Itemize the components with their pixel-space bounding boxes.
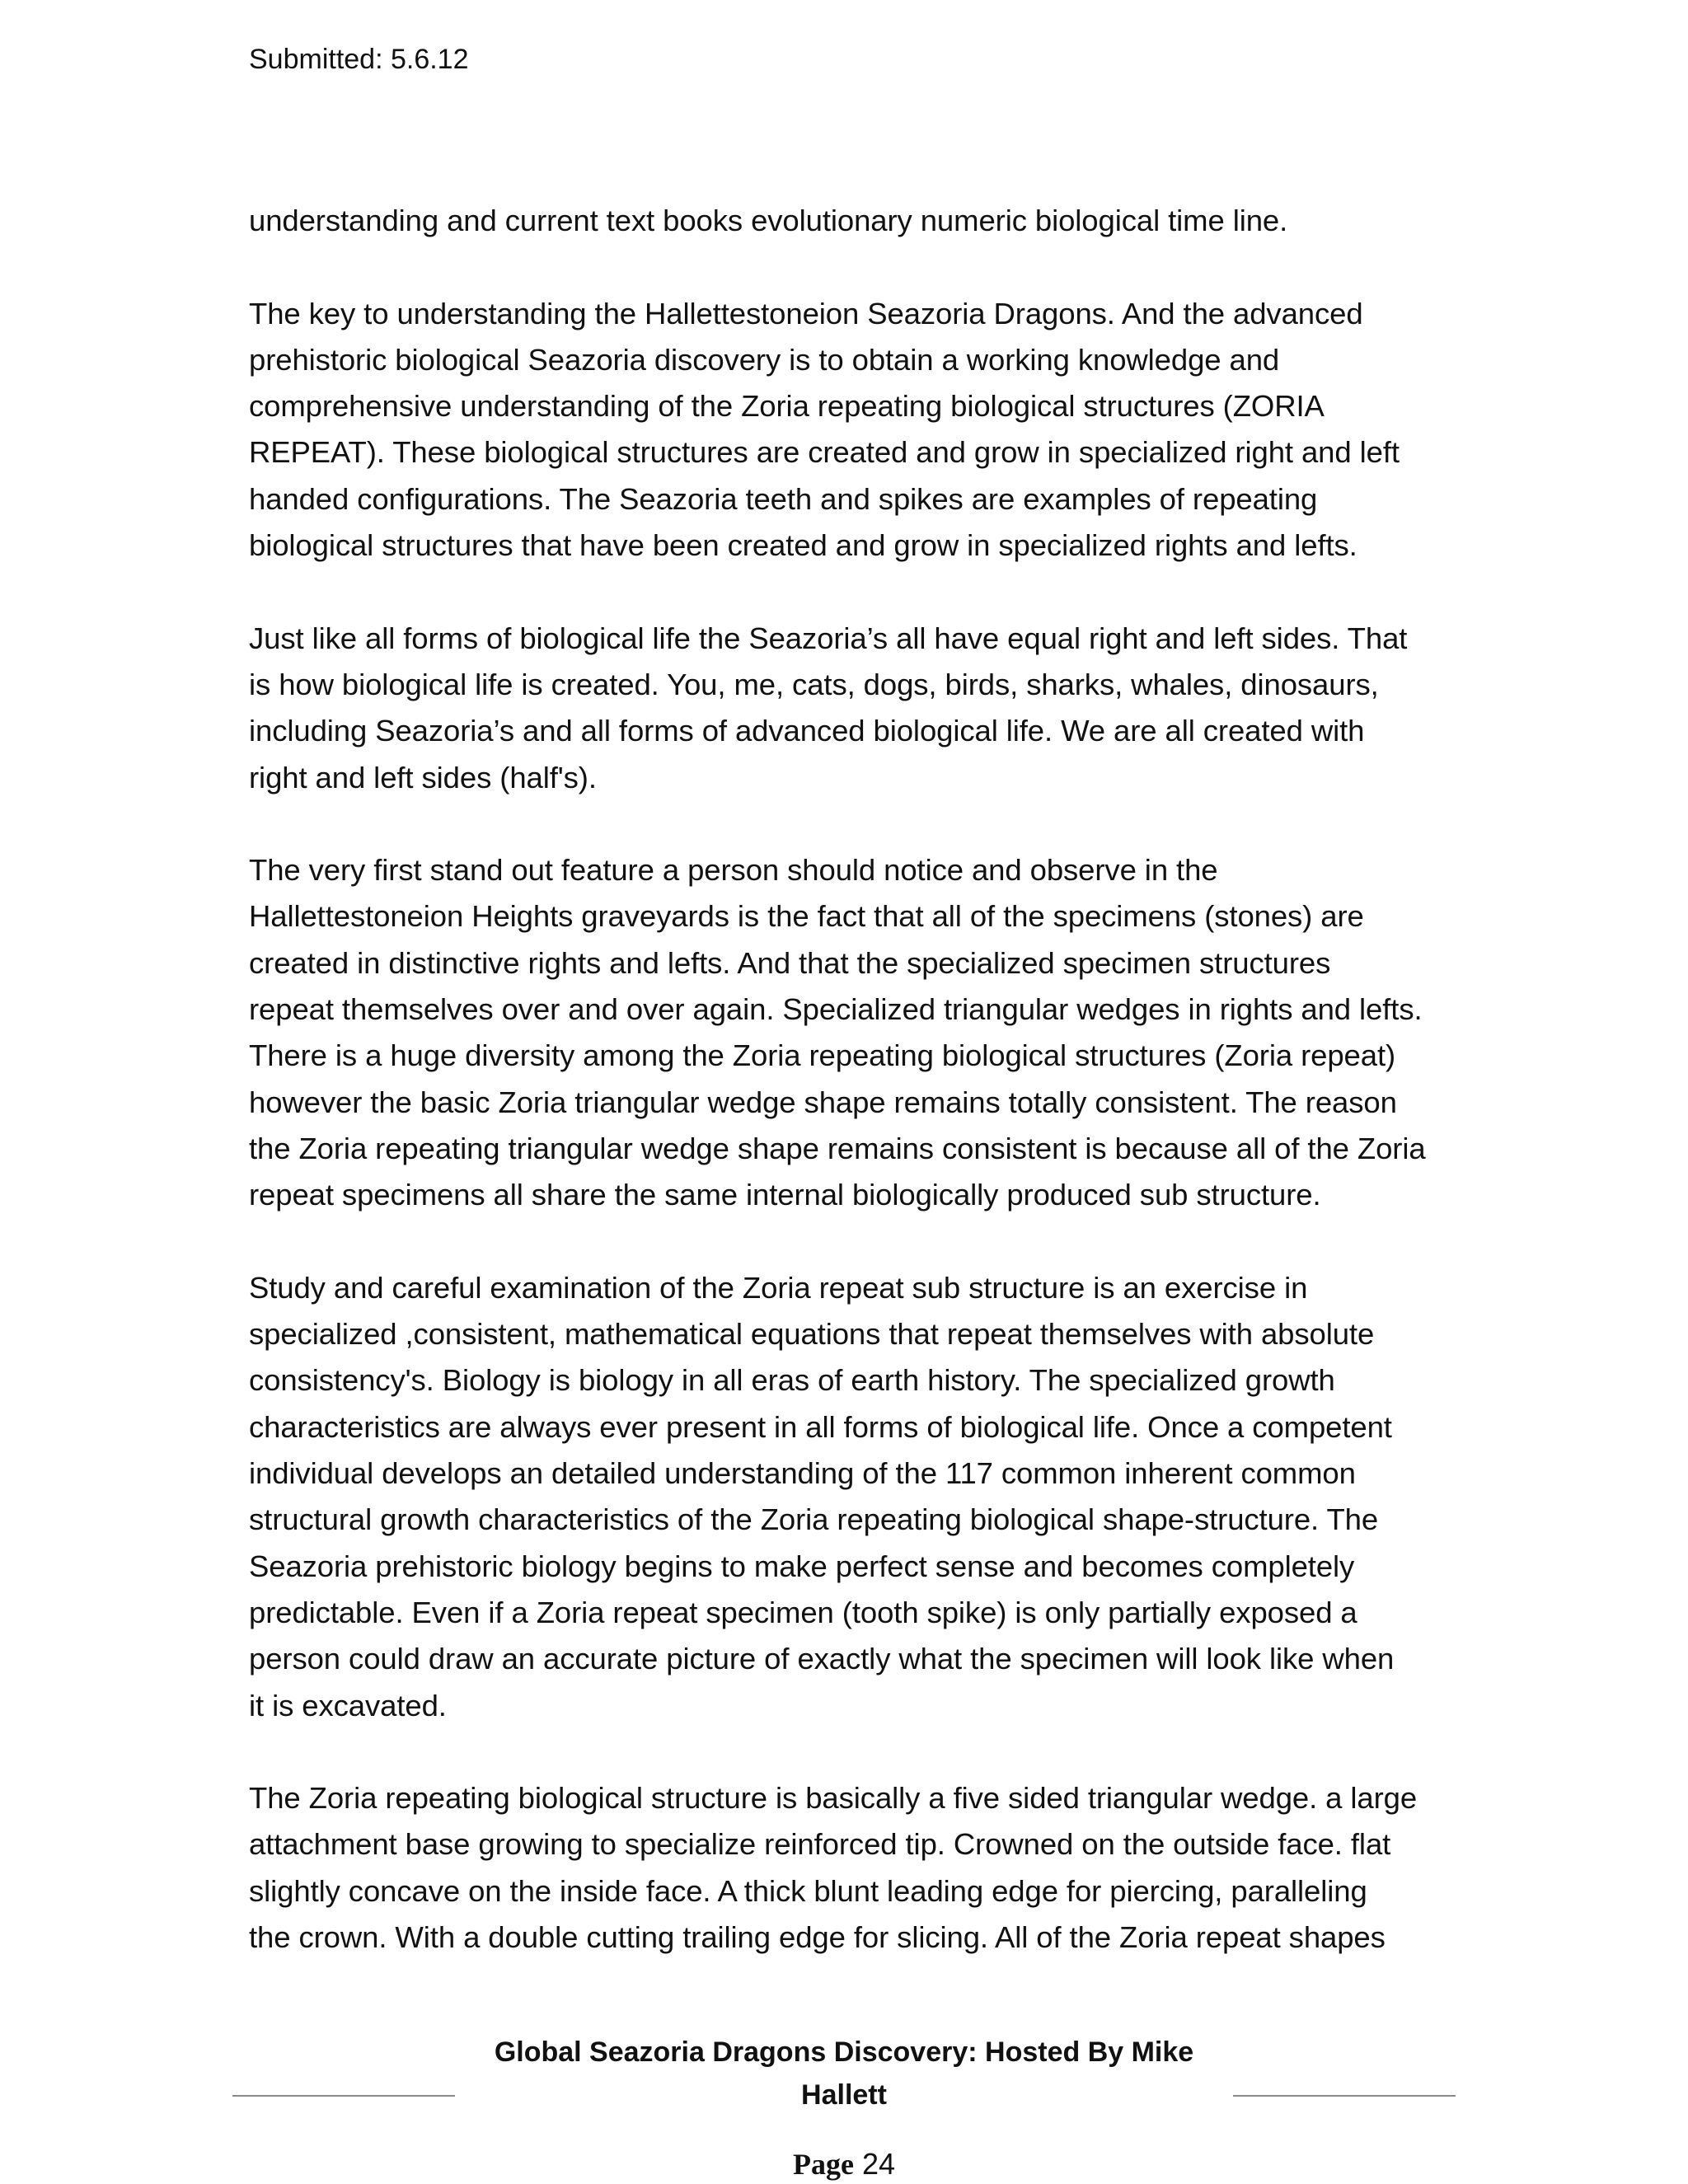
- text-line: Just like all forms of biological life the Seazoria’s all have equal right and left sides. That: [249, 621, 1408, 655]
- text-line: understanding and current text books evolutionary numeric biological time line.: [249, 204, 1288, 237]
- text-line: biological structures that have been created and grow in specialized rights and lefts.: [249, 528, 1357, 563]
- text-line: predictable. Even if a Zoria repeat specimen (tooth spike) is only partially exposed a: [249, 1595, 1357, 1629]
- footer-title-line: Global Seazoria Dragons Discovery: Hosted By Mike: [494, 2036, 1194, 2068]
- paragraph-1: [249, 198, 1452, 244]
- text-line: however the basic Zoria triangular wedge shape remains totally consistent. The reason: [249, 1085, 1397, 1119]
- paragraph-3: [249, 616, 1452, 801]
- footer-divider-right: [1233, 2095, 1456, 2097]
- text-line: characteristics are always ever present in all forms of biological life. Once a competent: [249, 1409, 1392, 1444]
- paragraph-4: [249, 847, 1452, 1218]
- text-line: including Seazoria’s and all forms of advanced biological life. We are all created with: [249, 714, 1365, 748]
- text-line: right and left sides (half's).: [249, 760, 597, 794]
- page-number-value: 24: [861, 2147, 896, 2181]
- text-line: repeat themselves over and over again. Specialized triangular wedges in rights and lefts.: [249, 992, 1423, 1027]
- text-line: Seazoria prehistoric biology begins to make perfect sense and becomes completely: [249, 1549, 1355, 1583]
- text-line: specialized ,consistent, mathematical equations that repeat themselves with absolute: [249, 1317, 1375, 1352]
- text-line: Hallettestoneion Heights graveyards is the fact that all of the specimens (stones) are: [249, 899, 1364, 934]
- text-line: comprehensive understanding of the Zoria repeating biological structures (ZORIA: [249, 389, 1325, 424]
- text-line: prehistoric biological Seazoria discovery is to obtain a working knowledge and: [249, 342, 1280, 377]
- submitted-date: Submitted: 5.6.12: [249, 44, 469, 75]
- text-line: structural growth characteristics of the Zoria repeating biological shape-structure. The: [249, 1502, 1379, 1537]
- text-line: REPEAT). These biological structures are created and grow in specialized right and left: [249, 435, 1400, 470]
- text-line: The very first stand out feature a person should notice and observe in the: [249, 853, 1218, 888]
- footer-divider-left: [232, 2095, 455, 2097]
- text-line: The key to understanding the Hallettestoneion Seazoria Dragons. And the advanced: [249, 296, 1363, 330]
- text-line: consistency's. Biology is biology in all eras of earth history. The specialized growth: [249, 1363, 1335, 1398]
- text-line: it is excavated.: [249, 1688, 447, 1722]
- page-label: Page: [792, 2148, 854, 2181]
- text-line: attachment base growing to specialize reinforced tip. Crowned on the outside face. flat: [249, 1827, 1391, 1862]
- text-line: person could draw an accurate picture of exactly what the specimen will look like when: [249, 1642, 1395, 1676]
- text-line: handed configurations. The Seazoria teeth and spikes are examples of repeating: [249, 481, 1318, 516]
- text-line: Study and careful examination of the Zoria repeat sub structure is an exercise in: [249, 1270, 1308, 1305]
- text-line: There is a huge diversity among the Zoria repeating biological structures (Zoria repeat): [249, 1038, 1396, 1073]
- page-number: [0, 2146, 1688, 2182]
- footer-title-line: Hallett: [801, 2079, 887, 2111]
- paragraph-5: [249, 1265, 1452, 1729]
- text-line: the Zoria repeating triangular wedge shape remains consistent is because all of the Zoria: [249, 1131, 1426, 1165]
- paragraph-2: [249, 291, 1452, 569]
- body-text: [249, 198, 1452, 2008]
- footer-title: [462, 2031, 1226, 2116]
- text-line: created in distinctive rights and lefts. And that the specialized specimen structures: [249, 945, 1331, 980]
- text-line: slightly concave on the inside face. A thick blunt leading edge for piercing, paralleling: [249, 1873, 1367, 1908]
- text-line: repeat specimens all share the same internal biologically produced sub structure.: [249, 1178, 1321, 1212]
- text-line: the crown. With a double cutting trailing edge for slicing. All of the Zoria repeat shapes: [249, 1919, 1386, 1954]
- text-line: The Zoria repeating biological structure is basically a five sided triangular wedge. a large: [249, 1781, 1418, 1816]
- text-line: individual develops an detailed understanding of the 117 common inherent common: [249, 1456, 1356, 1491]
- paragraph-6: [249, 1775, 1452, 1961]
- text-line: is how biological life is created. You, me, cats, dogs, birds, sharks, whales, dinosaurs,: [249, 667, 1379, 701]
